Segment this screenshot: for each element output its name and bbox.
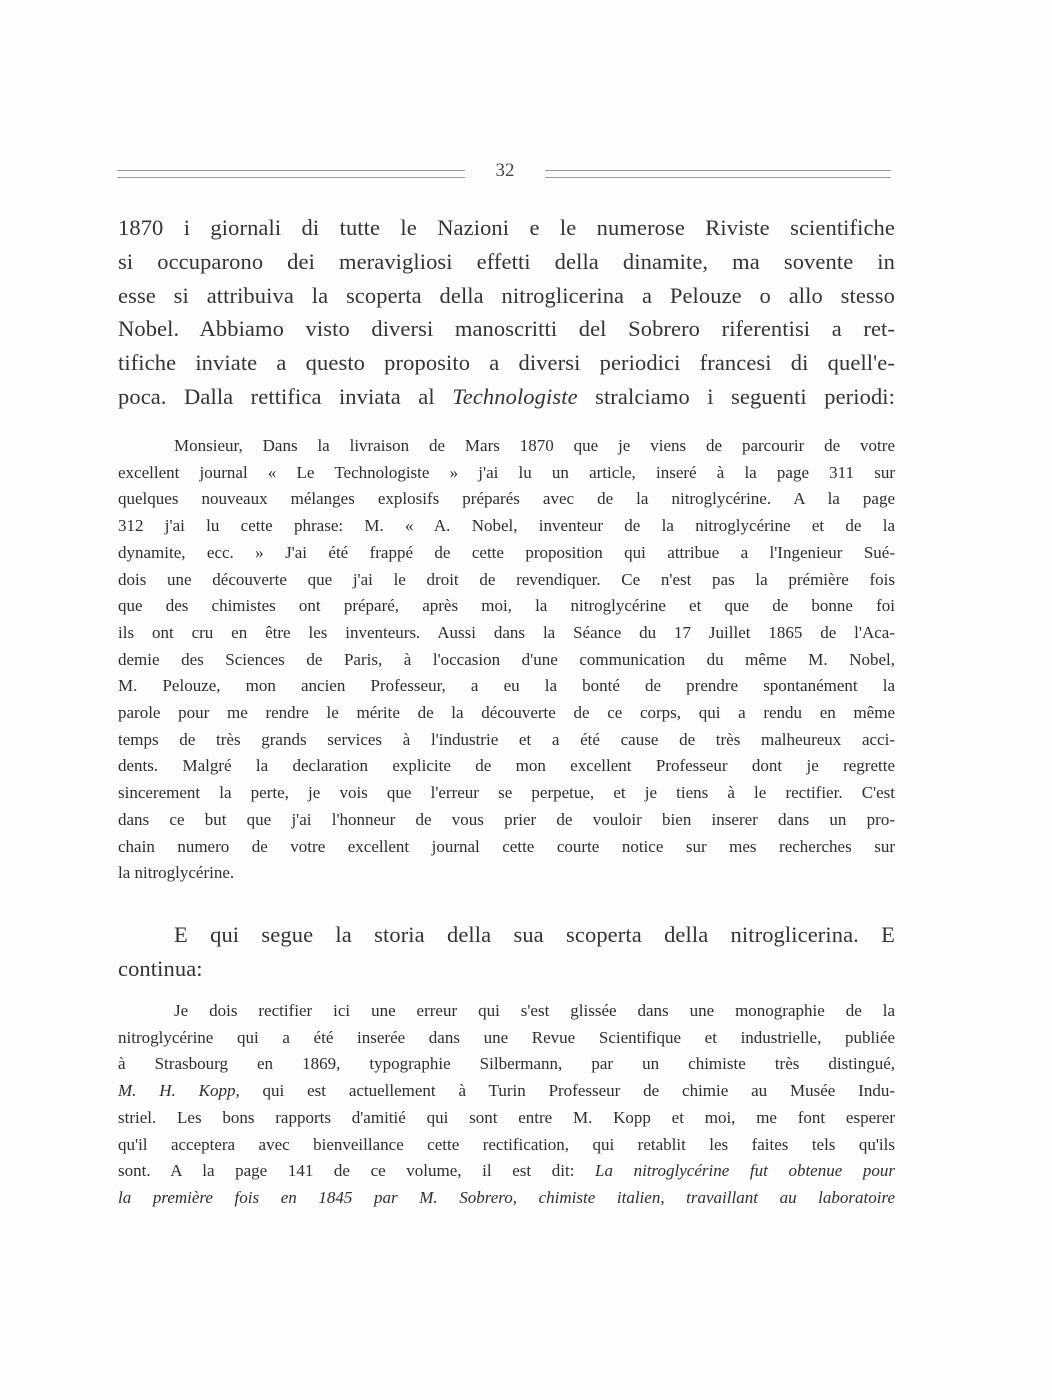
quote-line: dans ce but que j'ai l'honneur de vous prier de vouloir bien inserer dans un pro- [118,809,895,829]
quote-line: striel. Les bons rapports d'amitié qui sont entre M. Kopp et moi, me font esperer [118,1107,895,1127]
quote-line: dents. Malgré la declaration explicite de mon excellent Professeur dont je regrette [118,756,895,776]
quote-line: à Strasbourg en 1869, typographie Silbermann, par un chimiste très distingué, [118,1054,895,1074]
citation-italic: La nitroglycérine fut obtenue pour [595,1161,895,1181]
quote-line-last: la nitroglycérine. [118,863,235,883]
quote-line: chain numero de votre excellent journal cette courte notice sur mes recherches sur [118,836,895,856]
paragraph-transition [118,918,895,986]
paragraph-line: tifiche inviate a questo proposito a diversi periodici francesi di quell'e- [118,350,895,376]
paragraph-line-last: continua: [118,955,203,981]
author-name-italic: M. H. Kopp, [118,1081,240,1101]
quote-line: sincerement la perte, je vois que l'erreur se perpetue, et je tiens à le rectifier. C'est [118,783,895,803]
text-run: qui est actuellement à Turin Professeur de chimie au Musée Indu- [239,1081,895,1101]
paragraph-intro [118,211,895,414]
paragraph-line: E qui segue la storia della sua scoperta della nitroglicerina. E [174,922,895,947]
quote-line [118,1185,895,1212]
paragraph-line-last [118,380,895,414]
quote-line: demie des Sciences de Paris, à l'occasion d'une communication du même M. Nobel, [118,649,895,669]
quote-line: M. Pelouze, mon ancien Professeur, a eu la bonté de prendre spontanément la [118,676,895,696]
paragraph-line: esse si attribuiva la scoperta della nitroglicerina a Pelouze o allo stesso [118,282,895,308]
page-number: 32 [495,160,515,181]
quote-line: temps de très grands services à l'industrie et a été cause de très malheureux acci- [118,729,895,749]
quote-line: parole pour me rendre le mérite de la découverte de ce corps, qui a rendu en même [118,703,895,723]
quote-line: ils ont cru en être les inventeurs. Aussi dans la Séance du 17 Juillet 1865 de l'Aca- [118,622,895,642]
quote-letter [118,433,895,887]
header-rule-left [117,170,465,178]
paragraph-line: Nobel. Abbiamo visto diversi manoscritti del Sobrero riferentisi a ret- [118,316,895,342]
quote-line: quelques nouveaux mélanges explosifs préparés avec de la nitroglycérine. A la page [118,489,895,509]
quote-line: dois une découverte que j'ai le droit de revendiquer. Ce n'est pas la prémière fois [118,569,895,589]
text-run: poca. Dalla rettifica inviata al [118,383,453,409]
quote-line: que des chimistes ont préparé, après moi, la nitroglycérine et que de bonne foi [118,596,895,616]
text-run: stralciamo i seguenti periodi: [577,383,895,409]
quote-line: Je dois rectifier ici une erreur qui s'est glissée dans une monographie de la [174,1001,895,1020]
quote-line: qu'il acceptera avec bienveillance cette rectification, qui retablit les faites tels qu'ils [118,1134,895,1154]
quote-line [118,1078,895,1105]
citation-italic: la première fois en 1845 par M. Sobrero, chimiste italien, travaillant au laboratoire [118,1187,895,1207]
header-rule-right [545,170,891,178]
quote-continuation [118,998,895,1212]
quote-line: Monsieur, Dans la livraison de Mars 1870 que je viens de parcourir de votre [174,436,895,455]
paragraph-line: si occuparono dei meravigliosi effetti della dinamite, ma sovente in [118,248,895,274]
quote-line: excellent journal « Le Technologiste » j'ai lu un article, inseré à la page 311 sur [118,462,895,482]
paragraph-line: 1870 i giornali di tutte le Nazioni e le numerose Riviste scientifiche [118,215,895,240]
quote-line [118,1158,895,1185]
quote-line: dynamite, ecc. » J'ai été frappé de cette proposition qui attribue a l'Ingenieur Sué- [118,542,895,562]
text-run: sont. A la page 141 de ce volume, il est dit: [118,1161,596,1181]
quote-line: nitroglycérine qui a été inserée dans une Revue Scientifique et industrielle, publiée [118,1027,895,1047]
journal-title-italic: Technologiste [452,383,578,409]
quote-line: 312 j'ai lu cette phrase: M. « A. Nobel, inventeur de la nitroglycérine et de la [118,516,895,536]
